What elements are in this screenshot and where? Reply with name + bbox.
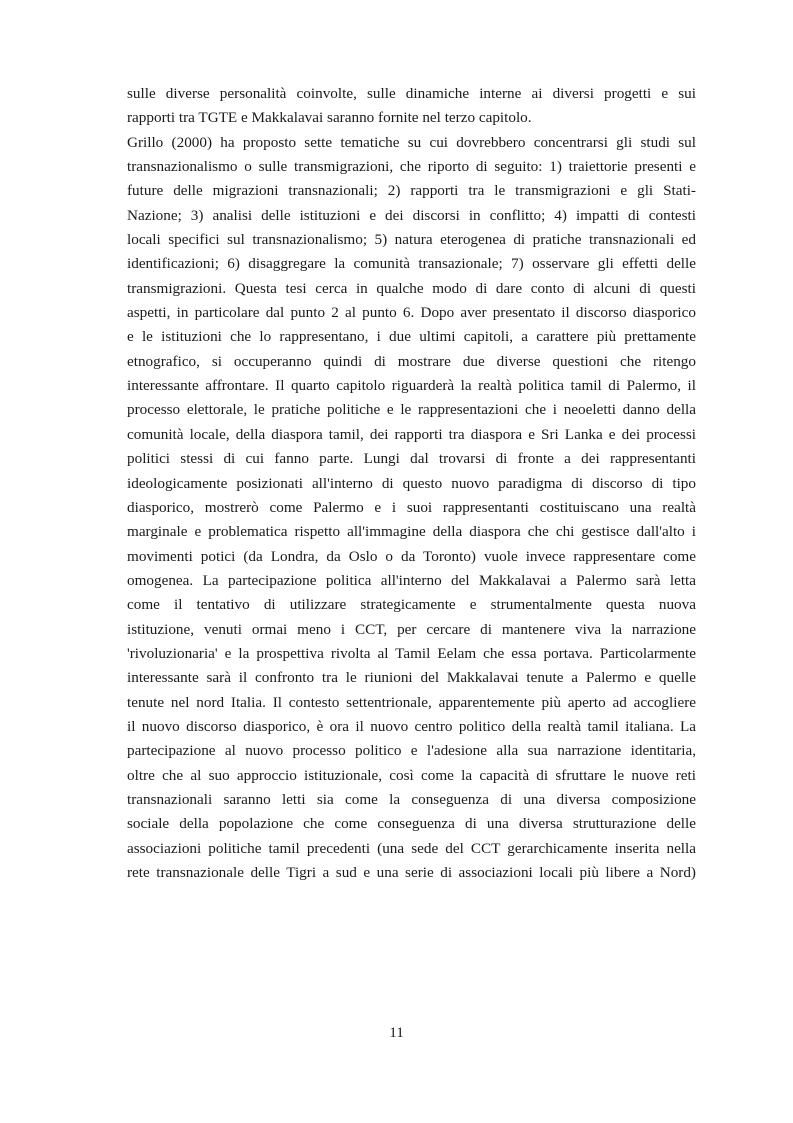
text-line: associazioni politiche tamil precedenti (una sede del CCT gerarchicamente inserita nella [127,839,696,857]
text-line: Grillo (2000) ha proposto sette tematiche su cui dovrebbero concentrarsi gli studi sul [127,133,696,151]
page-number: 11 [389,1024,404,1041]
text-line: etnografico, si occuperanno quindi di mostrare due diverse questioni che ritengo [127,352,696,370]
body-text [127,82,696,885]
text-line: politici stessi di cui fanno parte. Lungi dal trovarsi di fronte a dei rappresentanti [127,450,696,468]
text-line: 'rivoluzionaria' e la prospettiva rivolta al Tamil Eelam che essa portava. Particolarmente [127,644,696,662]
text-line: partecipazione al nuovo processo politico e l'adesione alla sua narrazione identitaria, [127,742,696,760]
text-line: Nazione; 3) analisi delle istituzioni e dei discorsi in conflitto; 4) impatti di contesti [127,206,696,224]
text-line: omogenea. La partecipazione politica all'interno del Makkalavai a Palermo sarà letta [127,571,696,589]
text-line: transmigrazioni. Questa tesi cerca in qualche modo di dare conto di alcuni di questi [127,279,696,297]
text-line: oltre che al suo approccio istituzionale, così come la capacità di sfruttare le nuove reti [127,766,696,784]
text-line: sociale della popolazione che come conseguenza di una diversa strutturazione delle [127,815,696,833]
text-line: comunità locale, della diaspora tamil, dei rapporti tra diaspora e Sri Lanka e dei processi [127,425,696,443]
text-line: come il tentativo di utilizzare strategicamente e strumentalmente questa nuova [127,596,696,614]
text-line: identificazioni; 6) disaggregare la comunità transazionale; 7) osservare gli effetti delle [127,255,696,273]
text-line: processo elettorale, le pratiche politiche e le rappresentazioni che i neoeletti danno della [127,401,696,419]
text-line: aspetti, in particolare dal punto 2 al punto 6. Dopo aver presentato il discorso diasporico [127,304,696,322]
text-line: transnazionali saranno letti sia come la conseguenza di una diversa composizione [127,790,696,808]
text-line: rete transnazionale delle Tigri a sud e una serie di associazioni locali più libere a Nord) [127,864,696,881]
text-line: transnazionalismo o sulle transmigrazioni, che riporto di seguito: 1) traiettorie presenti e [127,158,696,176]
text-line: marginale e problematica rispetto all'immagine della diaspora che chi gestisce dall'alto i [127,523,696,541]
text-line: interessante affrontare. Il quarto capitolo riguarderà la realtà politica tamil di Palermo, il [127,377,696,395]
text-line: future delle migrazioni transnazionali; 2) rapporti tra le transmigrazioni e gli Stati- [127,182,696,200]
text-line: istituzione, venuti ormai meno i CCT, per cercare di mantenere viva la narrazione [127,620,696,638]
text-line: ideologicamente posizionati all'interno di questo nuovo paradigma di discorso di tipo [127,474,696,492]
text-line: interessante sarà il confronto tra le riunioni del Makkalavai tenute a Palermo e quelle [127,669,696,687]
text-line: diasporico, mostrerò come Palermo e i suoi rappresentanti costituiscano una realtà [127,498,696,516]
text-line: rapporti tra TGTE e Makkalavai saranno fornite nel terzo capitolo. [127,109,532,127]
text-line: locali specifici sul transnazionalismo; 5) natura eterogenea di pratiche transnazionali ed [127,231,696,249]
text-line: il nuovo discorso diasporico, è ora il nuovo centro politico della realtà tamil italiana. La [127,717,696,735]
text-line: sulle diverse personalità coinvolte, sulle dinamiche interne ai diversi progetti e sui [127,85,696,102]
text-line: e le istituzioni che lo rappresentano, i due ultimi capitoli, a carattere più prettamente [127,328,696,346]
text-line: tenute nel nord Italia. Il contesto settentrionale, apparentemente più aperto ad accogliere [127,693,696,711]
text-line: movimenti potici (da Londra, da Oslo o da Toronto) vuole invece rappresentare come [127,547,696,565]
